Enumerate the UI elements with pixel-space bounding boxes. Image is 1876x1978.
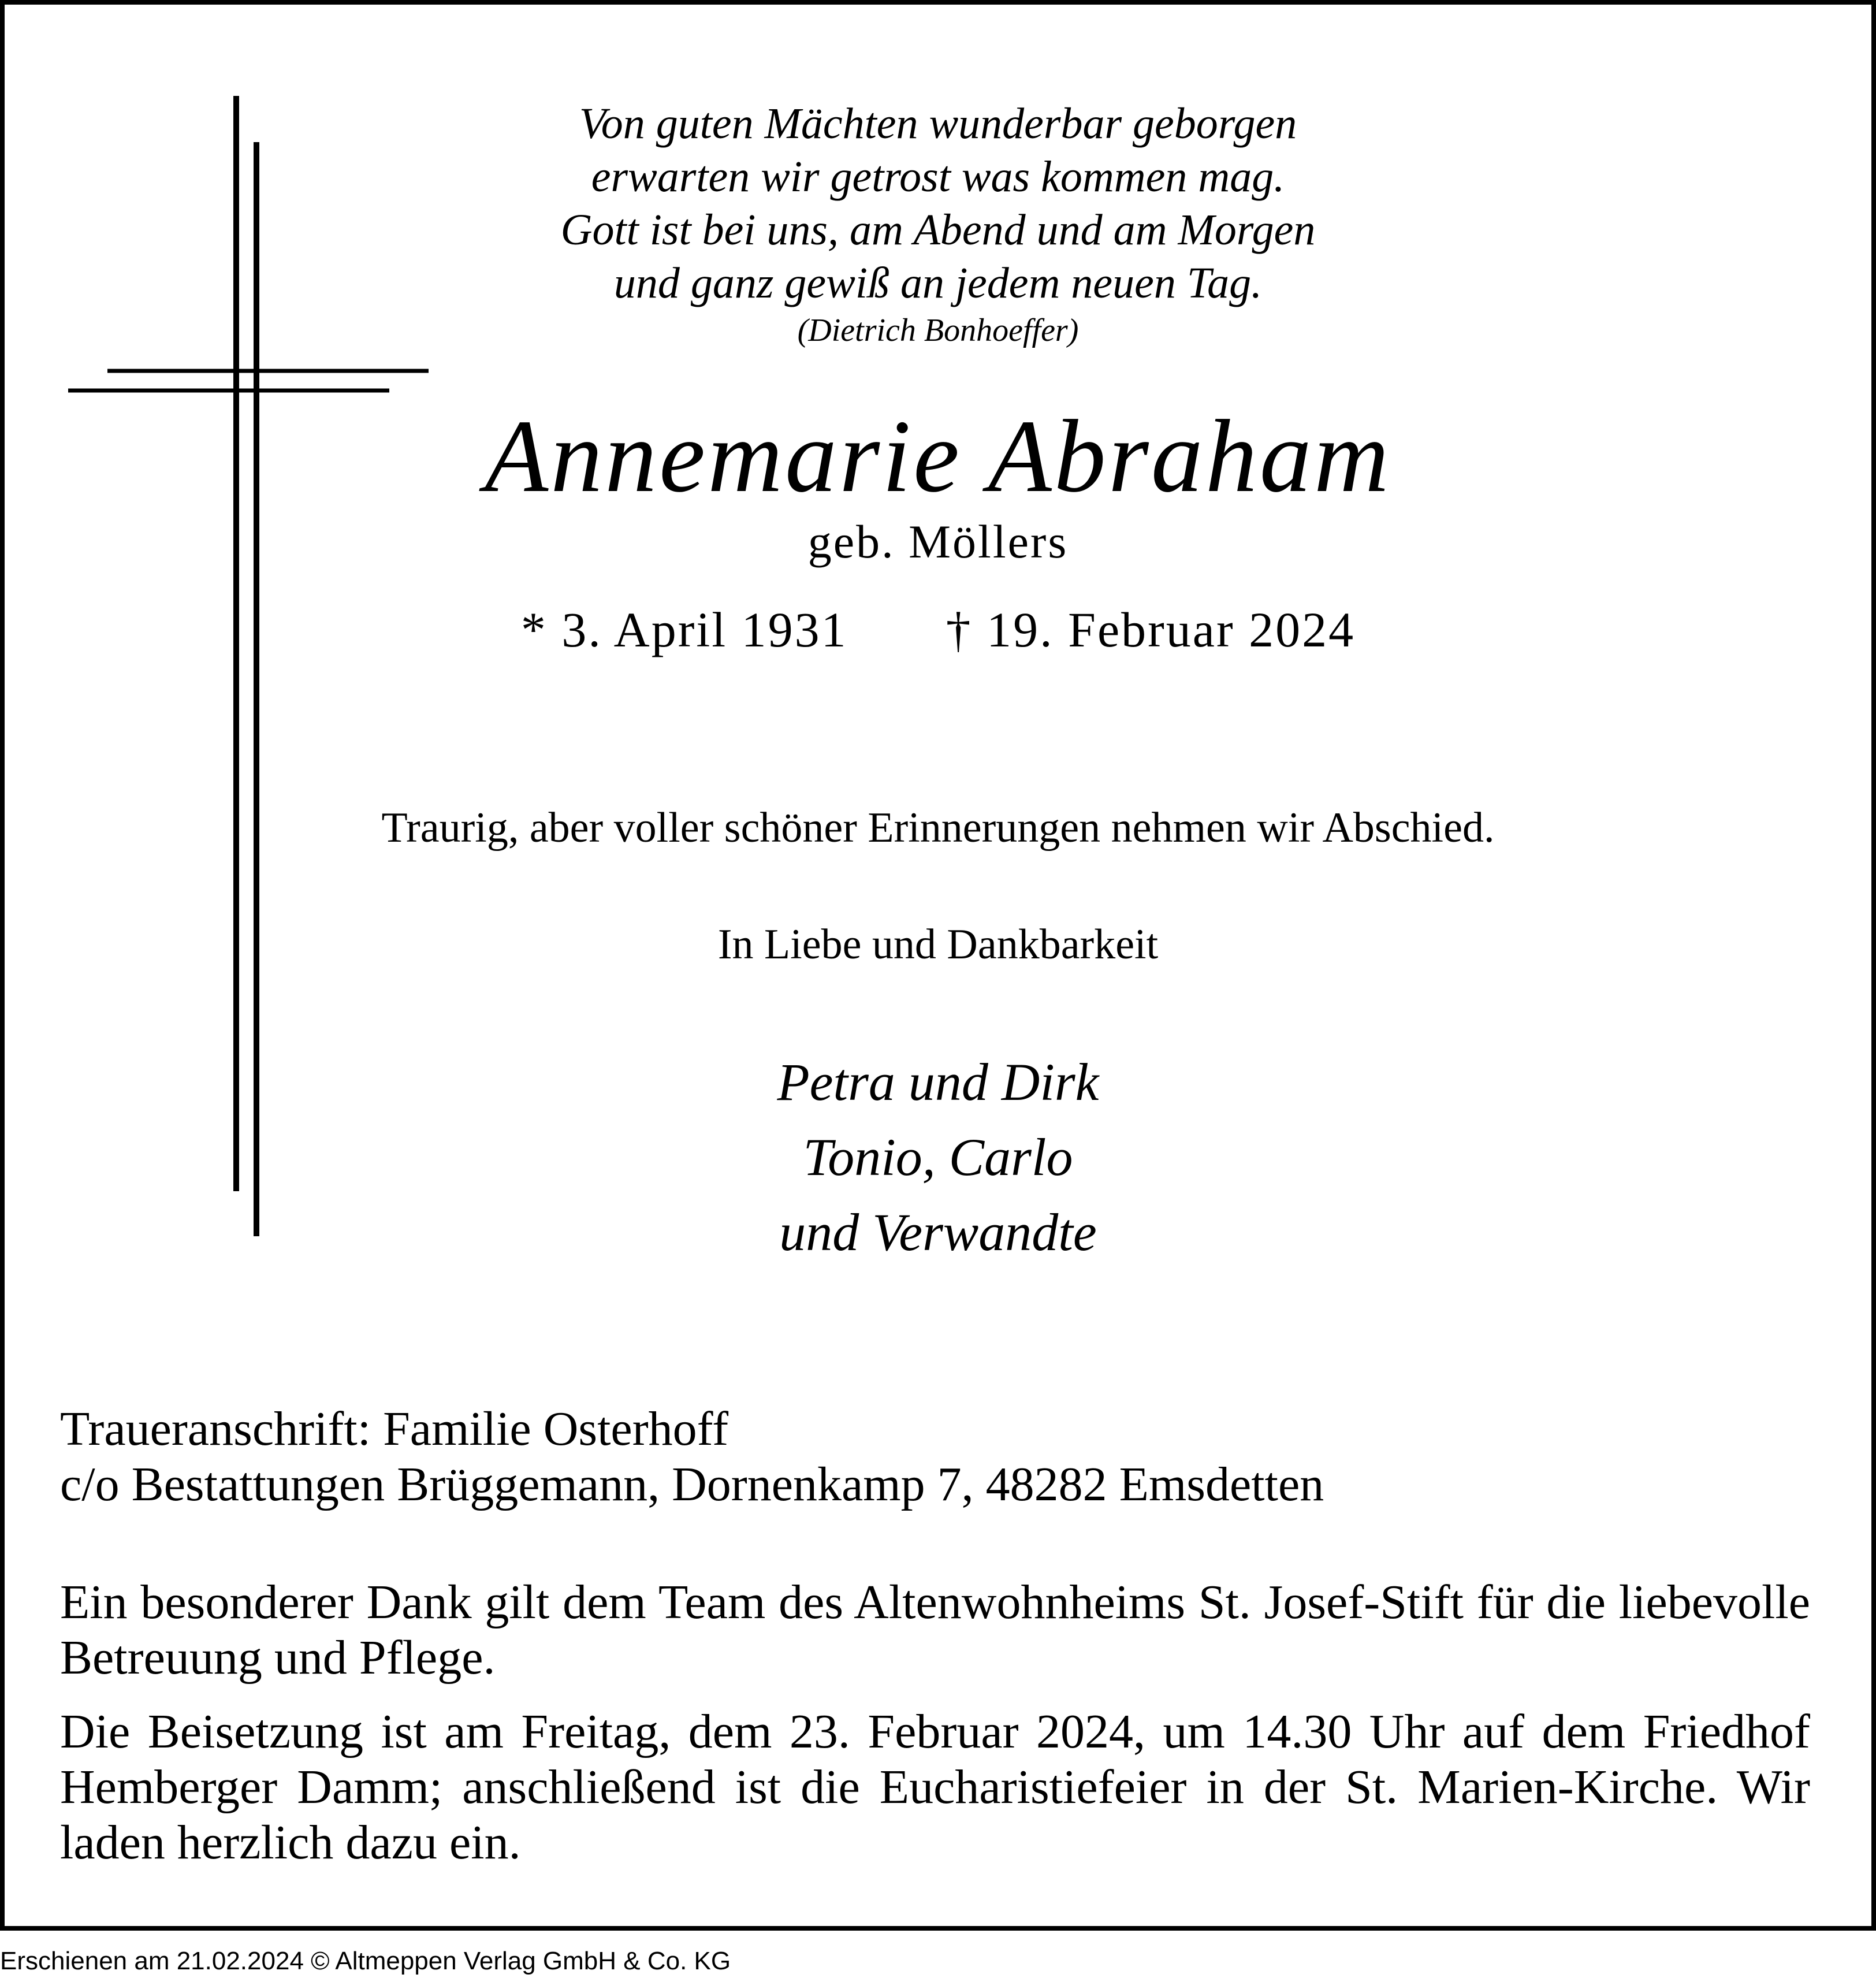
closing-message: In Liebe und Dankbarkeit (717, 921, 1159, 968)
bonhoeffer-quote (0, 97, 1876, 310)
thanks-paragraph: Ein besonderer Dank gilt dem Team des Altenwohnheims St. Josef-Stift für die liebevolle Betreuung und Pflege. (60, 1575, 1810, 1685)
quote-line: erwarten wir getrost was kommen mag. (591, 153, 1285, 201)
publication-footer: Erschienen am 21.02.2024 © Altmeppen Verlag GmbH & Co. KG (0, 1947, 731, 1975)
maiden-name: geb. Möllers (807, 515, 1069, 568)
mourner-name: und Verwandte (779, 1203, 1097, 1262)
birth-date: * 3. April 1931 (520, 602, 848, 657)
address-line: c/o Bestattungen Brüggemann, Dornenkamp 7, 48282 Emsdetten (60, 1458, 1324, 1511)
death-date: † 19. Februar 2024 (946, 602, 1356, 657)
quote-attribution: (Dietrich Bonhoeffer) (797, 313, 1079, 348)
deceased-name: Annemarie Abraham (485, 399, 1391, 514)
mourner-name: Petra und Dirk (777, 1053, 1099, 1111)
mourners-list (0, 1044, 1876, 1270)
life-dates (0, 601, 1876, 659)
quote-line: Von guten Mächten wunderbar geborgen (579, 99, 1297, 148)
address-line: Traueranschrift: Familie Osterhoff (60, 1402, 729, 1456)
quote-line: Gott ist bei uns, am Abend und am Morgen (560, 206, 1316, 254)
mourner-name: Tonio, Carlo (803, 1128, 1073, 1187)
farewell-message: Traurig, aber voller schöner Erinnerungen nehmen wir Abschied. (381, 804, 1495, 852)
mourning-address (60, 1401, 1810, 1512)
burial-paragraph: Die Beisetzung ist am Freitag, dem 23. Februar 2024, um 14.30 Uhr auf dem Friedhof Hemberger Damm; anschließend ist die Eucharistiefeier in der St. Marien-Kirche. Wir laden herzlich dazu ein. (60, 1705, 1810, 1869)
quote-line: und ganz gewiß an jedem neuen Tag. (613, 259, 1263, 307)
